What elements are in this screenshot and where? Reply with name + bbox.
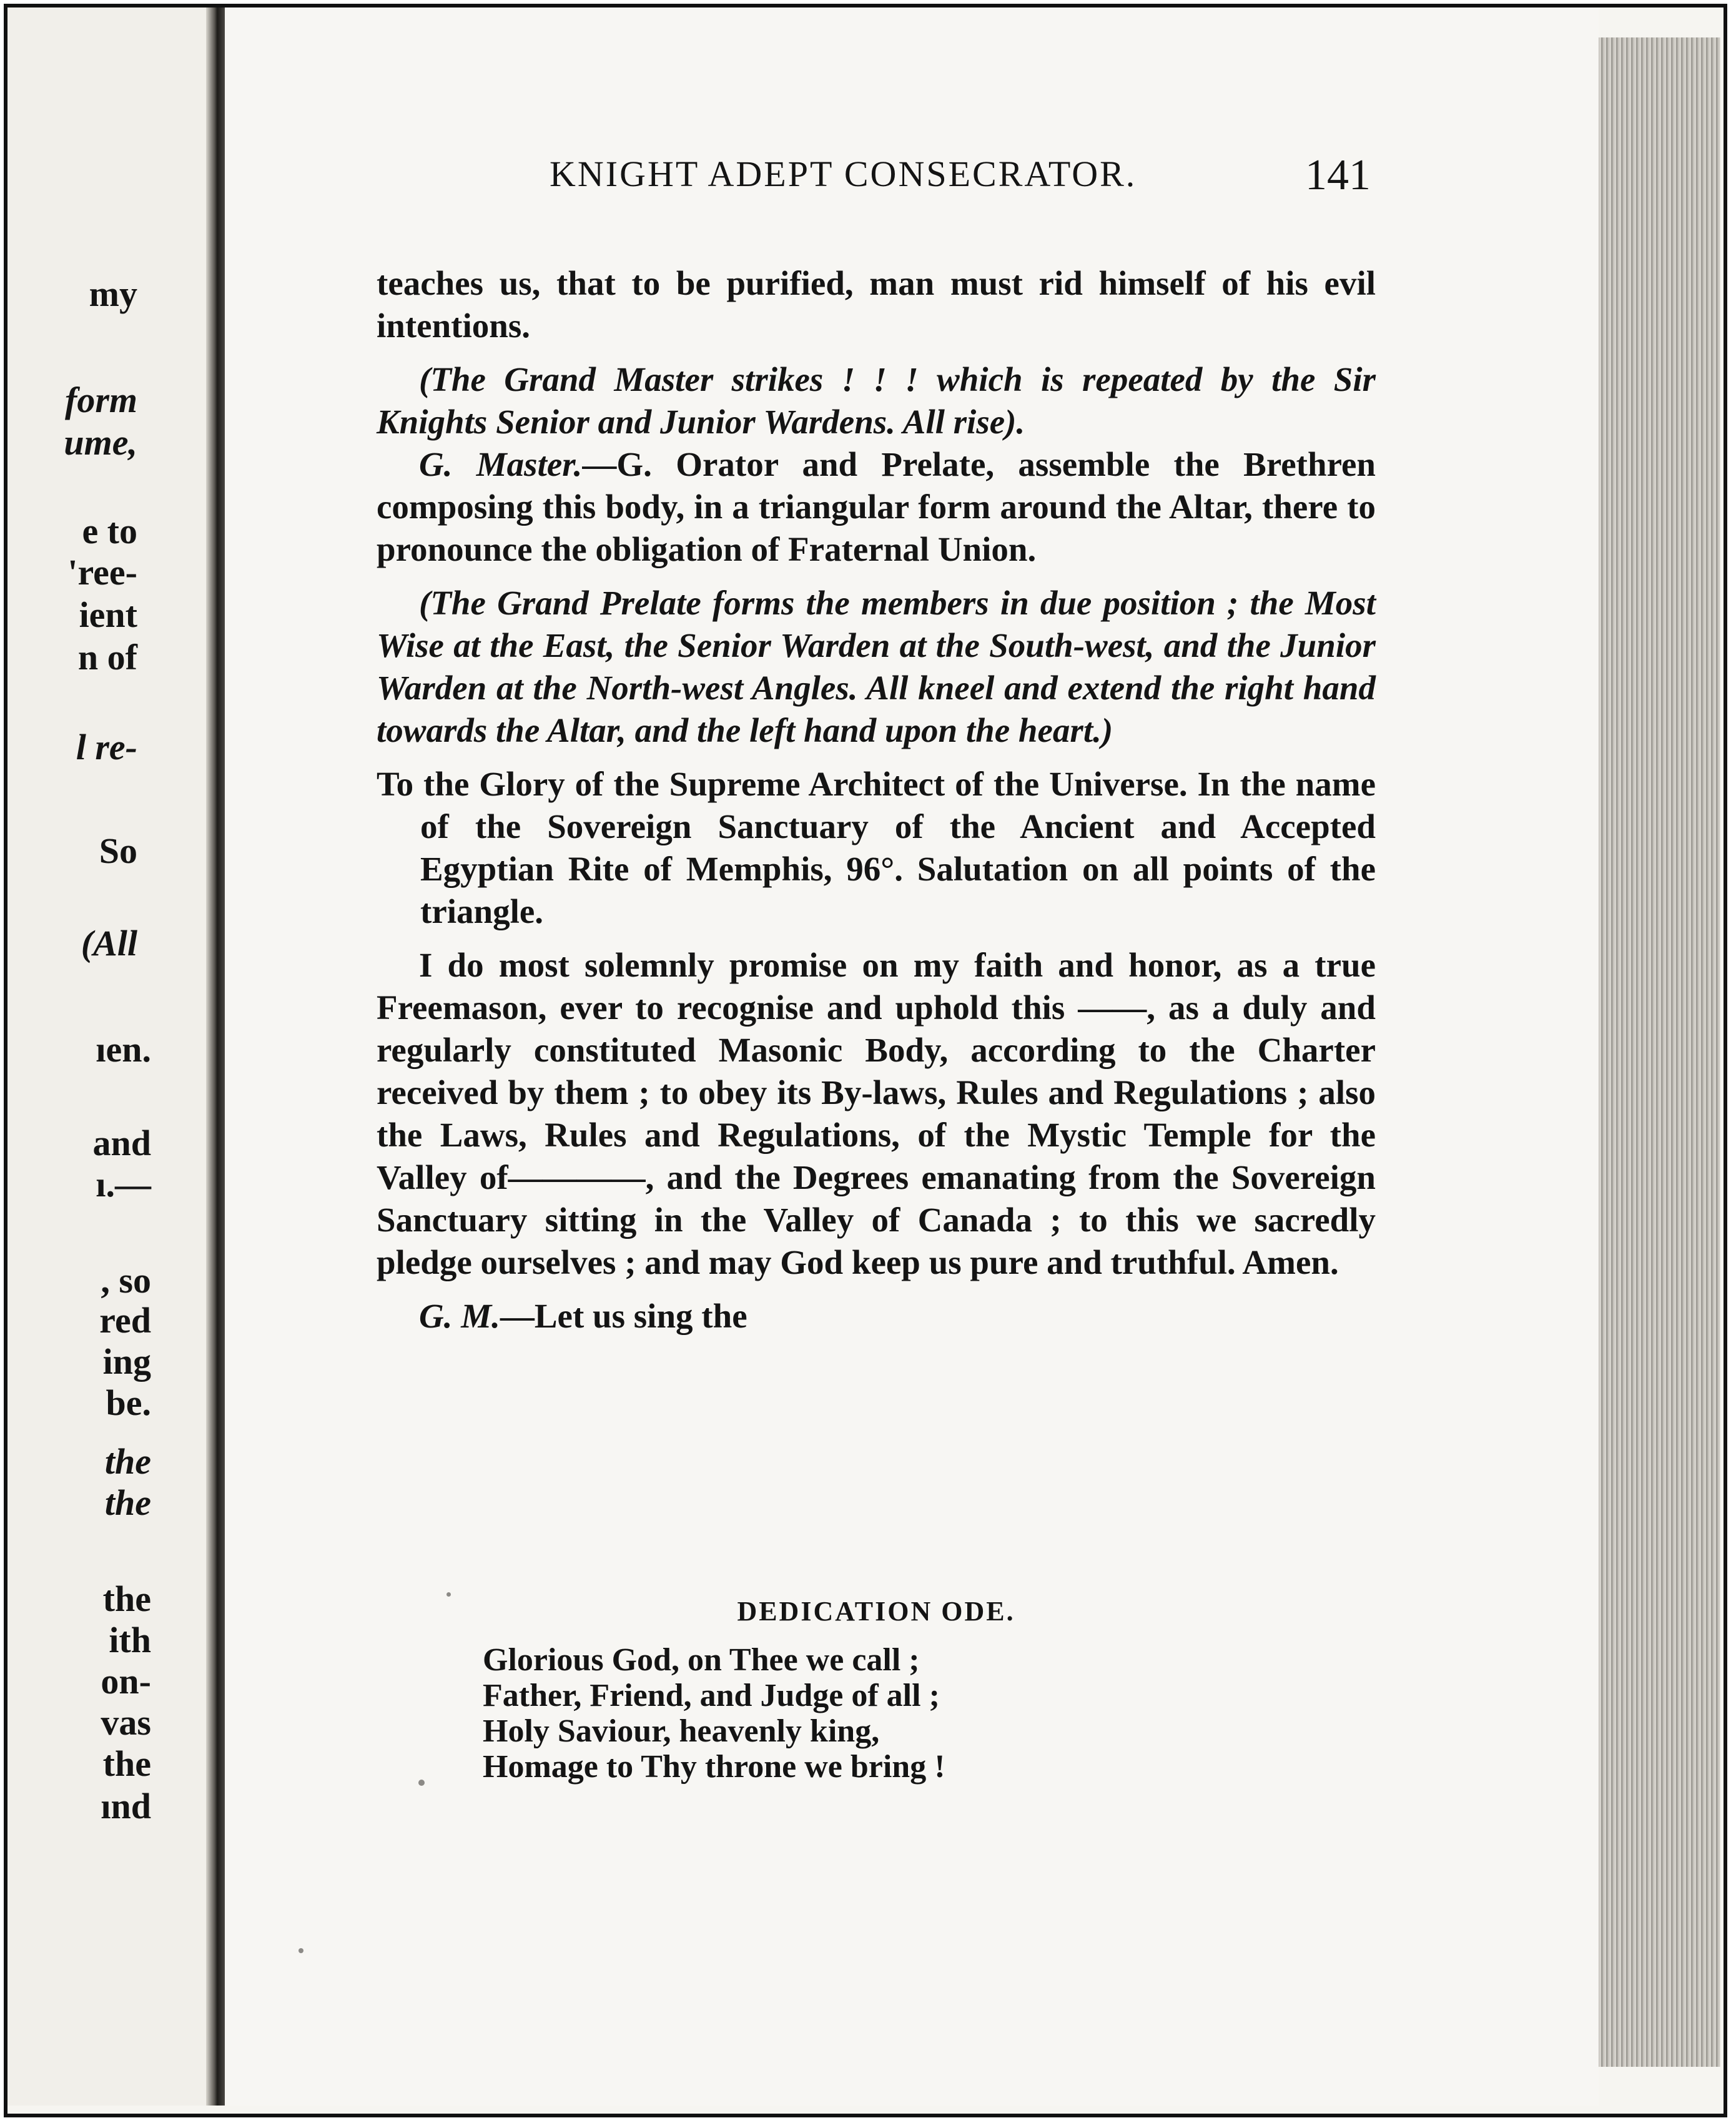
grand-master-ode-intro [377, 1295, 1376, 1337]
left-page-line-fragment: ı.— [96, 1164, 151, 1204]
left-page-line-fragment: e to [82, 511, 137, 551]
left-page-line-fragment: , so [101, 1260, 151, 1301]
dedication-ode [377, 1595, 1376, 1785]
speech-text: —G. Orator and Prelate, assemble the Brethren composing this body, in a triangular form around the Altar, there to pronounce the obligation of Fraternal Union. [377, 445, 1376, 568]
print-speck [418, 1780, 425, 1786]
running-title: KNIGHT ADEPT CONSECRATOR. [550, 154, 1137, 194]
left-page-line-fragment: on- [101, 1661, 151, 1702]
stage-direction-position: (The Grand Prelate forms the members in due position ; the Most Wise at the East, the Senior Warden at the South-west, and the Junior Warden at the North-west Angles. All kneel and extend the right hand towards the Altar, and the left hand upon the heart.) [377, 584, 1376, 749]
print-speck [298, 1948, 303, 1953]
left-page-line-fragment: the [102, 1579, 151, 1619]
left-page-line-fragment: ing [102, 1341, 151, 1382]
left-page-line-fragment: my [89, 273, 137, 314]
ode-title: DEDICATION ODE. [737, 1596, 1015, 1627]
left-page-line-fragment: vas [101, 1702, 151, 1743]
invocation-paragraph: To the Glory of the Supreme Architect of the Universe. In the name of the Sovereign Sanctuary of the Ancient and Accepted Egyptian Rite of Memphis, 96°. Salutation on all points of the triangle. [377, 765, 1376, 930]
print-speck [446, 1592, 451, 1597]
left-page-line-fragment: red [99, 1300, 151, 1341]
left-page-line-fragment: ith [109, 1620, 151, 1660]
left-page-line-fragment: ient [79, 594, 137, 635]
verse-line: Glorious God, on Thee we call ; [483, 1642, 920, 1678]
left-page-line-fragment: the [104, 1441, 151, 1482]
left-page-line-fragment: and [92, 1123, 151, 1163]
obligation-paragraph: I do most solemnly promise on my faith and honor, as a true Freemason, ever to recognise and uphold this ——, as a duly and regularly constituted Masonic Body, according to the Charter received by them ; to obey its By-laws, Rules and Regulations ; also the Laws, Rules and Regulations, of the Mystic Temple for the Valley of————, and the Degrees emanating from the Sovereign Sanctuary sitting in the Valley of Canada ; to this we sacredly pledge ourselves ; and may God keep us pure and truthful. Amen. [377, 946, 1376, 1281]
book-gutter [206, 7, 225, 2106]
speaker-label: G. Master. [419, 445, 583, 483]
left-page-line-fragment: n of [77, 637, 137, 677]
page-number: 141 [1305, 151, 1371, 199]
verse-line: Father, Friend, and Judge of all ; [483, 1678, 940, 1713]
speaker-label: G. M. [419, 1297, 500, 1335]
left-page-fragment [7, 7, 214, 2106]
left-page-line-fragment: ıen. [96, 1029, 151, 1070]
left-page-line-fragment: the [104, 1482, 151, 1523]
left-page-line-fragment: 'ree- [67, 552, 137, 593]
paragraph-continuation: teaches us, that to be purified, man must rid himself of his evil intentions. [377, 264, 1376, 345]
left-page-line-fragment: (All [81, 923, 137, 963]
left-page-line-fragment: ume, [64, 422, 137, 463]
verse-line: Holy Saviour, heavenly king, [483, 1713, 880, 1749]
running-header [550, 153, 1371, 203]
left-page-line-fragment: ınd [101, 1786, 151, 1826]
ode-verse [483, 1642, 1376, 1785]
page-edges [1599, 37, 1720, 2067]
speech-text: —Let us sing the [500, 1297, 747, 1335]
left-page-line-fragment: be. [106, 1382, 151, 1423]
stage-direction-strike: (The Grand Master strikes ! ! ! which is repeated by the Sir Knights Senior and Junior Wardens. All rise). [377, 360, 1376, 441]
left-page-line-fragment: form [65, 380, 137, 420]
left-page-line-fragment: l re- [76, 727, 137, 767]
page-body [377, 262, 1376, 1337]
verse-line: Homage to Thy throne we bring ! [483, 1749, 945, 1785]
grand-master-speech [377, 443, 1376, 571]
left-page-line-fragment: the [102, 1743, 151, 1784]
left-page-line-fragment: So [99, 830, 137, 871]
